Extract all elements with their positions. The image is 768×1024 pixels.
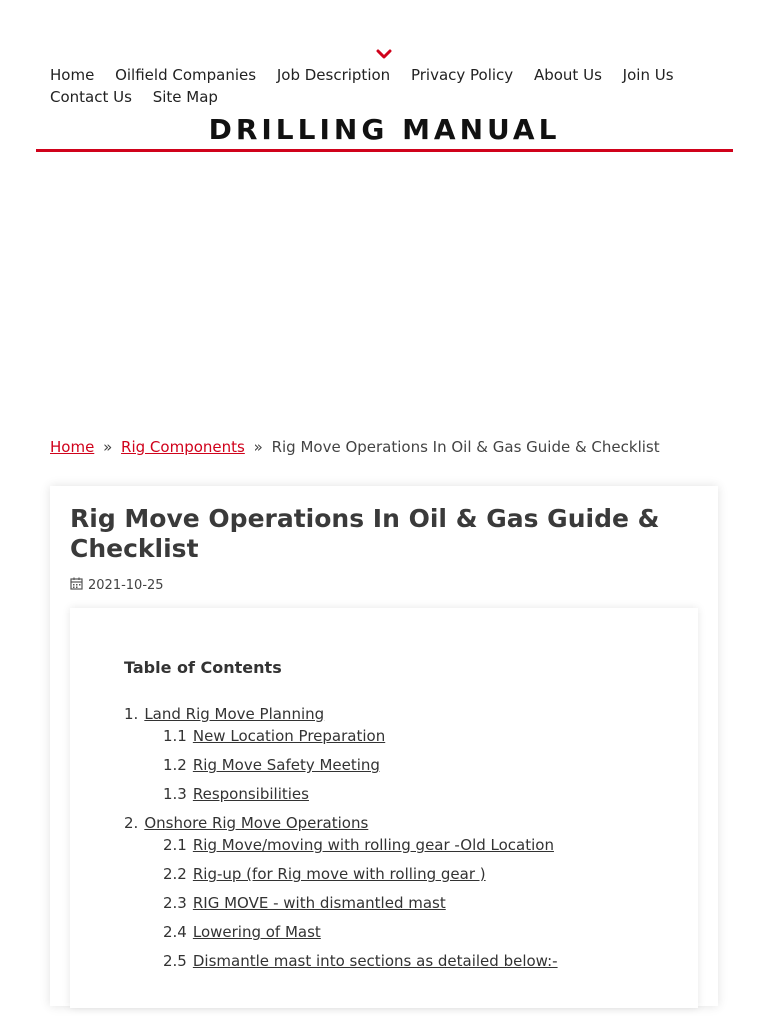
- toc-item-number: 1.3: [163, 785, 187, 803]
- toc-title: Table of Contents: [124, 658, 282, 677]
- toc-item-number: 2.5: [163, 952, 187, 970]
- toc-item: [124, 703, 324, 725]
- menu-item-privacy-policy[interactable]: Privacy Policy: [410, 66, 514, 84]
- table-of-contents: [70, 608, 698, 1008]
- toc-link[interactable]: New Location Preparation: [192, 727, 386, 745]
- toc-link[interactable]: Lowering of Mast: [192, 923, 321, 941]
- toc-link[interactable]: Onshore Rig Move Operations: [144, 814, 369, 832]
- toc-item-number: 1.: [124, 705, 139, 723]
- toc-item-number: 2.1: [163, 836, 187, 854]
- toc-item: [124, 812, 368, 834]
- toc-link[interactable]: Land Rig Move Planning: [144, 705, 325, 723]
- toc-item: [163, 725, 385, 747]
- toc-link[interactable]: Rig Move/moving with rolling gear -Old Location: [192, 836, 554, 854]
- breadcrumb-category-link[interactable]: Rig Components: [121, 438, 245, 456]
- toc-item: [163, 892, 446, 914]
- menu-item-contact-us[interactable]: Contact Us: [50, 88, 132, 106]
- header-divider: [36, 149, 733, 152]
- toc-link[interactable]: Rig Move Safety Meeting: [192, 756, 380, 774]
- toc-item: [163, 950, 558, 972]
- menu-item-home[interactable]: Home: [50, 66, 95, 84]
- toc-item-number: 1.1: [163, 727, 187, 745]
- calendar-icon: [70, 577, 88, 594]
- toc-item: [163, 834, 554, 856]
- toc-item: [163, 863, 486, 885]
- menu-item-about-us[interactable]: About Us: [533, 66, 602, 84]
- toc-link[interactable]: Responsibilities: [192, 785, 309, 803]
- toc-link[interactable]: Rig-up (for Rig move with rolling gear ): [192, 865, 486, 883]
- breadcrumb-separator: »: [253, 438, 263, 456]
- toc-item: [163, 783, 309, 805]
- toc-link[interactable]: Dismantle mast into sections as detailed below:-: [192, 952, 558, 970]
- breadcrumb-current: Rig Move Operations In Oil & Gas Guide & Checklist: [271, 438, 660, 456]
- menu-item-job-description[interactable]: Job Description: [276, 66, 391, 84]
- toc-item-number: 2.: [124, 814, 139, 832]
- article-card: [50, 486, 718, 1006]
- menu-item-oilfield-companies[interactable]: Oilfield Companies: [115, 66, 257, 84]
- menu-item-join-us[interactable]: Join Us: [622, 66, 674, 84]
- toc-item-number: 2.3: [163, 894, 187, 912]
- toc-item-number: 2.4: [163, 923, 187, 941]
- chevron-down-icon[interactable]: [376, 48, 392, 60]
- toc-item: [163, 921, 321, 943]
- toc-item-number: 2.2: [163, 865, 187, 883]
- toc-item-number: 1.2: [163, 756, 187, 774]
- breadcrumb: [50, 436, 730, 458]
- menu-item-site-map[interactable]: Site Map: [152, 88, 218, 106]
- toc-item: [163, 754, 380, 776]
- toc-link[interactable]: RIG MOVE - with dismantled mast: [192, 894, 446, 912]
- breadcrumb-home-link[interactable]: Home: [50, 438, 95, 456]
- post-meta: [70, 577, 164, 594]
- breadcrumb-separator: »: [103, 438, 113, 456]
- main-menu: [50, 64, 730, 108]
- post-date: 2021-10-25: [88, 578, 164, 593]
- page-title: Rig Move Operations In Oil & Gas Guide & Checklist: [70, 504, 660, 563]
- site-title[interactable]: DRILLING MANUAL: [208, 113, 561, 146]
